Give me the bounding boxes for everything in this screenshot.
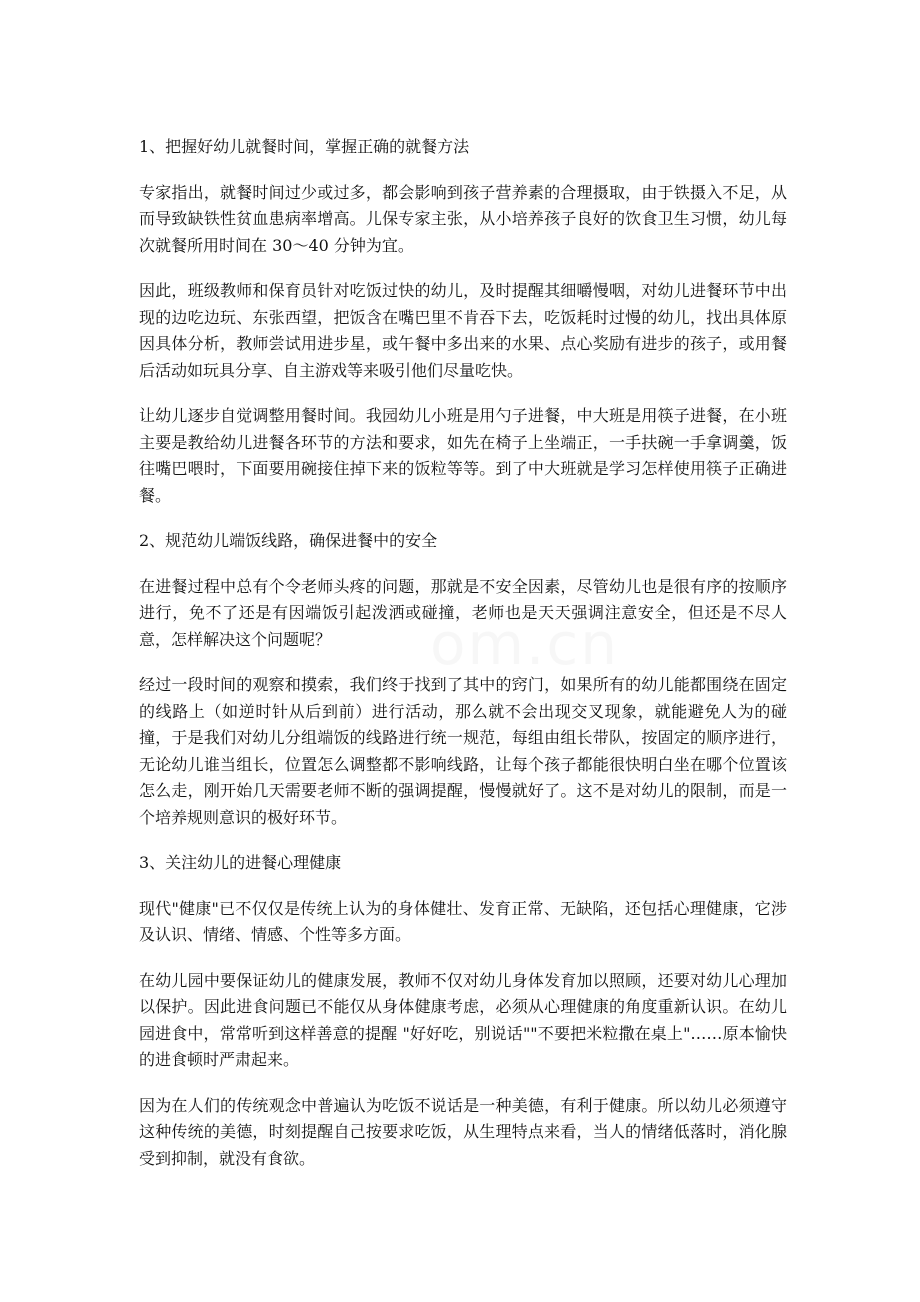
paragraph: 在进餐过程中总有个令老师头疼的问题，那就是不安全因素，尽管幼儿也是很有序的按顺序进行，免不了还是有因端饭引起泼洒或碰撞，老师也是天天强调注意安全，但还是不尽人意，怎样解决这个问题呢？ [139,576,787,649]
section-heading-2: 2、规范幼儿端饭线路，确保进餐中的安全 [139,531,438,550]
section-heading-1: 1、把握好幼儿就餐时间，掌握正确的就餐方法 [139,137,470,156]
document-body [139,134,787,1191]
paragraph: 经过一段时间的观察和摸索，我们终于找到了其中的窍门，如果所有的幼儿能都围绕在固定的线路上（如逆时针从后到前）进行活动，那么就不会出现交叉现象，就能避免人为的碰撞，于是我们对幼儿分组端饭的线路进行统一规范，每组由组长带队，按固定的顺序进行，无论幼儿谁当组长，位置怎么调整都不影响线路，让每个孩子都能很快明白坐在哪个位置该怎么走，刚开始几天需要老师不断的强调提醒，慢慢就好了。这不是对幼儿的限制，而是一个培养规则意识的极好环节。 [139,675,787,827]
section-heading-3: 3、关注幼儿的进餐心理健康 [139,853,342,872]
paragraph: 在幼儿园中要保证幼儿的健康发展，教师不仅对幼儿身体发育加以照顾，还要对幼儿心理加以保护。因此进食问题已不能仅从身体健康考虑，必须从心理健康的角度重新认识。在幼儿园进食中，常常听到这样善意的提醒 "好好吃，别说话""不要把米粒撒在桌上"……原本愉快的进食顿时严肃起来。 [139,970,787,1069]
paragraph: 因为在人们的传统观念中普遍认为吃饭不说话是一种美德，有利于健康。所以幼儿必须遵守这种传统的美德，时刻提醒自己按要求吃饭，从生理特点来看，当人的情绪低落时，消化腺受到抑制，就没有食欲。 [139,1095,787,1168]
watermark: om.cn [430,610,620,678]
paragraph: 因此，班级教师和保育员针对吃饭过快的幼儿，及时提醒其细嚼慢咽，对幼儿进餐环节中出现的边吃边玩、东张西望，把饭含在嘴巴里不肯吞下去，吃饭耗时过慢的幼儿，找出具体原因具体分析，教师尝试用进步星，或午餐中多出来的水果、点心奖励有进步的孩子，或用餐后活动如玩具分享、自主游戏等来吸引他们尽量吃快。 [139,281,787,380]
paragraph: 让幼儿逐步自觉调整用餐时间。我园幼儿小班是用勺子进餐，中大班是用筷子进餐，在小班主要是教给幼儿进餐各环节的方法和要求，如先在椅子上坐端正，一手扶碗一手拿调羹，饭往嘴巴喂时，下面要用碗接住掉下来的饭粒等等。到了中大班就是学习怎样使用筷子正确进餐。 [139,406,787,505]
paragraph: 现代"健康"已不仅仅是传统上认为的身体健壮、发育正常、无缺陷，还包括心理健康，它涉及认识、情绪、情感、个性等多方面。 [139,898,787,944]
paragraph: 专家指出，就餐时间过少或过多，都会影响到孩子营养素的合理摄取，由于铁摄入不足，从而导致缺铁性贫血患病率增高。儿保专家主张，从小培养孩子良好的饮食卫生习惯，幼儿每次就餐所用时间在 30～40 分钟为宜。 [139,182,787,255]
